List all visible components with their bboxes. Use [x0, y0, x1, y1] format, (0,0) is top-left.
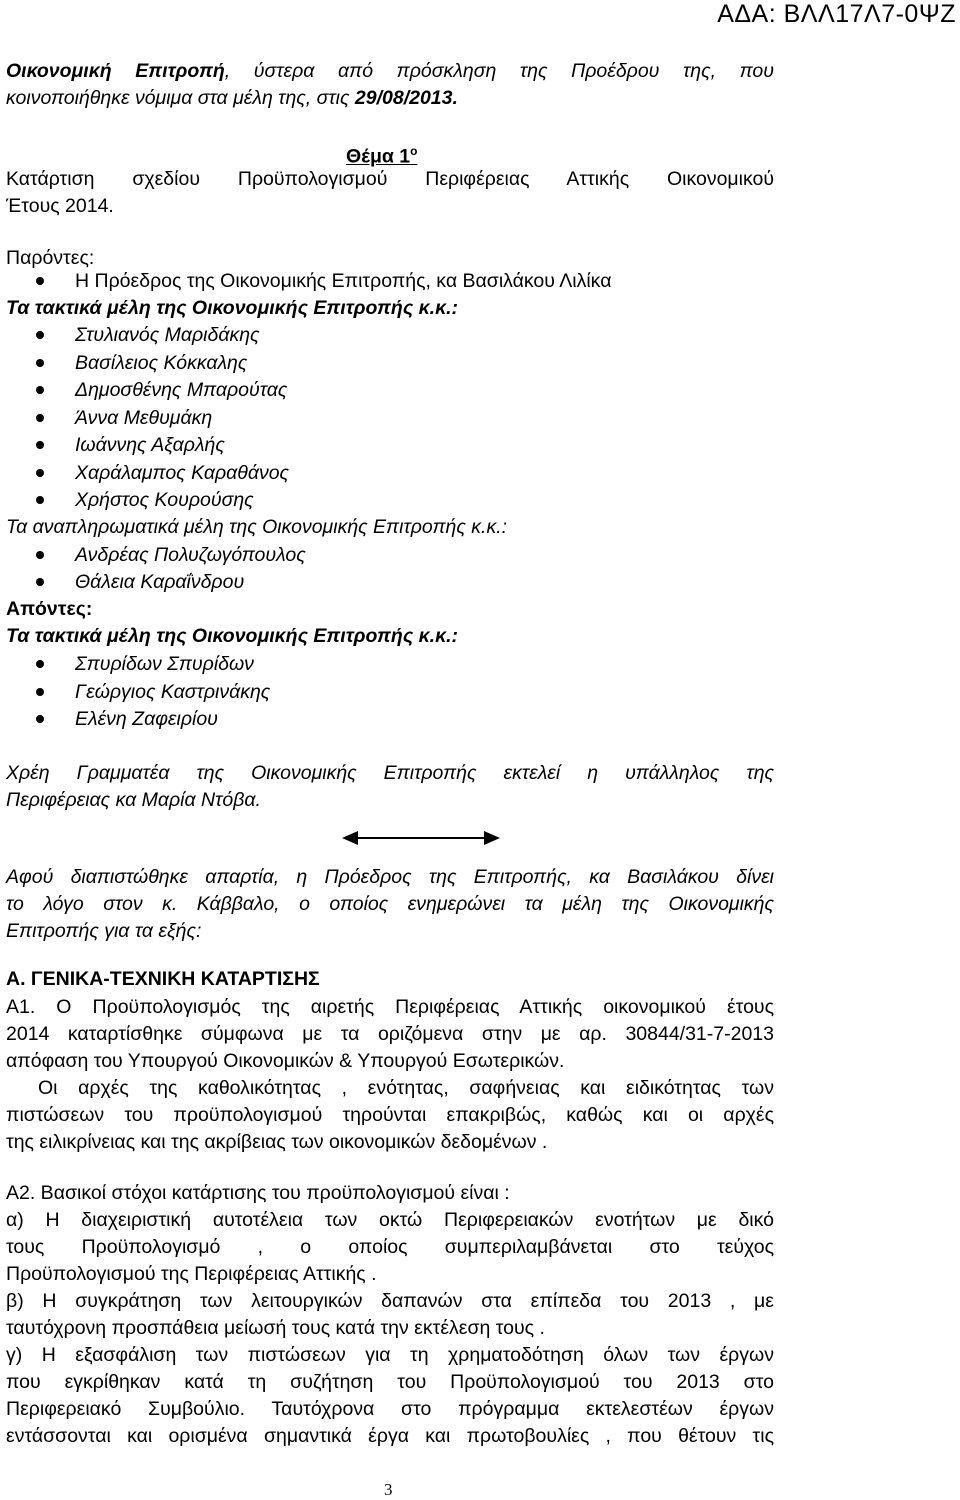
gamma-line-2: που εγκρίθηκαν κατά τη συζήτηση του Προϋπολογισμού του 2013 στο: [6, 1371, 774, 1393]
topic-label: Θέμα 1: [346, 145, 411, 168]
meeting-date: 29/08/2013.: [354, 87, 458, 109]
present-alternate-heading: Τα αναπληρωματικά μέλη της Οικονομικής Επιτροπής κ.κ.:: [6, 516, 508, 538]
bullet-icon: [36, 359, 44, 367]
list-item: Ελένη Ζαφειρίου: [75, 708, 218, 730]
list-item: Γεώργιος Καστρινάκης: [75, 681, 271, 703]
bullet-icon: [36, 386, 44, 394]
topic-line-1: Κατάρτιση σχεδίου Προϋπολογισμού Περιφέρειας Αττικής Οικονομικού: [6, 168, 774, 190]
gamma-line-4: εντάσσονται και ορισμένα σημαντικά έργα και πρωτοβουλίες , που θέτουν τις: [6, 1425, 774, 1447]
bullet-icon: [36, 715, 44, 723]
a1-line-2: 2014 καταρτίσθηκε σύμφωνα με τα οριζόμενα στην με αρ. 30844/31-7-2013: [6, 1023, 774, 1045]
intro-line-1: [6, 58, 774, 85]
bullet-icon: [36, 660, 44, 668]
bullet-icon: [36, 496, 44, 504]
list-item: Δημοσθένης Μπαρούτας: [75, 379, 288, 401]
bullet-icon: [36, 688, 44, 696]
bullet-icon: [36, 551, 44, 559]
beta-line-1: β) Η συγκράτηση των λειτουργικών δαπανών στα επίπεδα του 2013 , με: [6, 1290, 774, 1312]
a2-line-1: Α2. Βασικοί στόχοι κατάρτισης του προϋπολογισμού είναι :: [6, 1182, 510, 1204]
bullet-icon: [36, 277, 44, 285]
topic-sup: ο: [410, 144, 418, 158]
principles-line-1: Οι αρχές της καθολικότητας , ενότητας, σαφήνειας και ειδικότητας των: [38, 1077, 774, 1099]
list-item: Στυλιανός Μαριδάκης: [75, 324, 260, 346]
list-item: Ιωάννης Αξαρλής: [75, 434, 225, 456]
list-item: Χρήστος Κουρούσης: [75, 489, 254, 511]
alpha-line-3: Προϋπολογισμού της Περιφέρειας Αττικής .: [6, 1263, 377, 1285]
a1-line-3: απόφαση του Υπουργού Οικονομικών & Υπουργού Εσωτερικών.: [6, 1050, 565, 1072]
intro-line-2: [6, 85, 458, 112]
present-regular-heading: Τα τακτικά μέλη της Οικονομικής Επιτροπής κ.κ.:: [6, 297, 459, 319]
bullet-icon: [36, 441, 44, 449]
list-item: Ανδρέας Πολυζωγόπουλος: [75, 544, 306, 566]
principles-line-3: της ειλικρίνειας και της ακρίβειας των οικονομικών δεδομένων .: [6, 1131, 548, 1153]
list-item: Θάλεια Καραΐνδρου: [75, 571, 245, 593]
chair-name: Η Πρόεδρος της Οικονομικής Επιτροπής, κα Βασιλάκου Λιλίκα: [75, 270, 612, 292]
intro-line-2-text: κοινοποιήθηκε νόμιμα στα μέλη της, στις: [6, 87, 355, 109]
bullet-icon: [36, 414, 44, 422]
gamma-line-3: Περιφερειακό Συμβούλιο. Ταυτόχρονα στο πρόγραμμα εκτελεστέων έργων: [6, 1398, 774, 1420]
list-item: Βασίλειος Κόκκαλης: [75, 352, 248, 374]
secretary-line-2: Περιφέρειας κα Μαρία Ντόβα.: [6, 789, 261, 811]
absent-regular-heading: Τα τακτικά μέλη της Οικονομικής Επιτροπής κ.κ.:: [6, 625, 459, 647]
beta-line-2: ταυτόχρονη προσπάθεια μείωσή τους κατά την εκτέλεση τους .: [6, 1317, 545, 1339]
list-item: Σπυρίδων Σπυρίδων: [75, 653, 254, 675]
bullet-icon: [36, 469, 44, 477]
section-a-heading: Α. ΓΕΝΙΚΑ-ΤΕΧΝΙΚΗ ΚΑΤΑΡΤΙΣΗΣ: [6, 968, 320, 990]
ada-code: ΑΔΑ: ΒΛΛ17Λ7-0ΨΖ: [717, 0, 956, 28]
quorum-line-1: Αφού διαπιστώθηκε απαρτία, η Πρόεδρος της Επιτροπής, κα Βασιλάκου δίνει: [6, 866, 774, 888]
bullet-icon: [36, 331, 44, 339]
secretary-line-1: Χρέη Γραμματέα της Οικονομικής Επιτροπής εκτελεί η υπάλληλος της: [6, 762, 774, 784]
gamma-line-1: γ) Η εξασφάλιση των πιστώσεων για τη χρηματοδότηση όλων των έργων: [6, 1344, 774, 1366]
present-heading: Παρόντες:: [6, 247, 95, 269]
page-number: 3: [384, 1480, 393, 1499]
absent-heading: Απόντες:: [6, 598, 93, 620]
topic-line-2: Έτους 2014.: [6, 195, 114, 217]
bullet-icon: [36, 578, 44, 586]
a1-line-1: Α1. Ο Προϋπολογισμός της αιρετής Περιφέρειας Αττικής οικονομικού έτους: [6, 996, 774, 1018]
double-arrow-icon: [340, 828, 502, 848]
org-name: Οικονομική Επιτροπή: [6, 60, 225, 82]
intro-line-1-rest: , ύστερα από πρόσκληση της Προέδρου της, που: [224, 60, 775, 82]
alpha-line-2: τους Προϋπολογισμό , ο οποίος συμπεριλαμβάνεται στο τεύχος: [6, 1236, 774, 1258]
list-item: Άννα Μεθυμάκη: [75, 407, 213, 429]
principles-line-2: πιστώσεων του προϋπολογισμού τηρούνται επακριβώς, καθώς και οι αρχές: [6, 1104, 774, 1126]
list-item: Χαράλαμπος Καραθάνος: [75, 462, 290, 484]
quorum-line-3: Επιτροπής για τα εξής:: [6, 920, 202, 942]
quorum-line-2: το λόγο στον κ. Κάββαλο, ο οποίος ενημερώνει τα μέλη της Οικονομικής: [6, 893, 774, 915]
alpha-line-1: α) Η διαχειριστική αυτοτέλεια των οκτώ Περιφερειακών ενοτήτων με δικό: [6, 1209, 774, 1231]
